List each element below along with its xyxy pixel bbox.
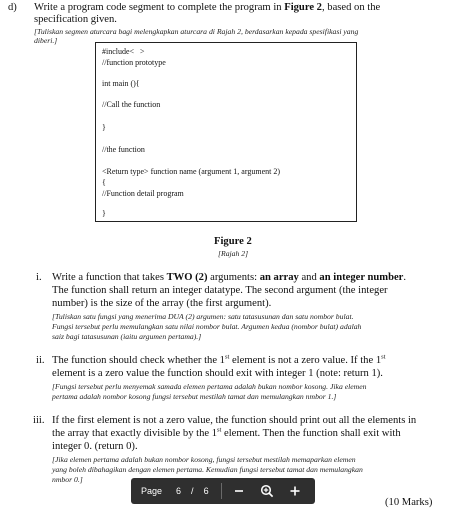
code-line: //function prototype [102,58,166,67]
question-text-bold: Figure 2 [284,2,322,13]
toolbar-divider [221,483,222,499]
part-iii-translation-line2: yang boleh dibahagikan dengan elemen pertama. Kemudian fungsi tersebut tamat dan memulangkan [52,465,363,474]
code-line: //the function [102,145,145,154]
part-i-bold: an integer number [319,272,404,283]
part-i-translation-line1: [Tuliskan satu fungsi yang menerima DUA (2) argumen: satu tatasusunan dan satu nombor bulat. [52,312,354,321]
part-i-line3: number) is the size of the array (the first argument). [52,298,272,309]
question-text-a: Write a program code segment to complete the program in [34,2,285,13]
code-line: { [102,178,106,187]
minus-icon [233,485,245,497]
part-i-bold: TWO (2) [166,272,208,283]
part-iii-line2 [52,428,401,441]
part-i-text: and [298,272,320,283]
part-i-line2: The function shall return an integer datatype. The second argument (the integer [52,285,388,296]
code-line: //Function detail program [102,189,184,198]
question-label: d) [8,2,17,13]
page-label: Page [141,486,163,496]
part-i-text: arguments: [207,272,260,283]
question-text-b: , based on the [321,2,381,13]
code-line: //Call the function [102,100,161,109]
part-iii-text: element. Then the function shall exit with [221,428,401,439]
plus-icon [289,485,301,497]
part-iii-translation-line3: nmbor 0.] [52,475,83,484]
zoom-in-button[interactable] [284,478,306,504]
code-line: } [102,123,106,132]
pdf-viewer-toolbar [131,478,315,504]
zoom-fit-button[interactable] [256,478,278,504]
part-ii-translation-line1: [Fungsi tersebut perlu menyemak samada elemen pertama adalah bukan nombor kosong. Jika elemen [52,382,367,391]
part-i-text: . [403,272,407,283]
part-ii-superscript: st [381,353,386,361]
code-box [95,42,357,222]
part-ii-superscript: st [224,353,230,361]
part-i-line1 [52,272,406,285]
current-page-input[interactable]: 6 [176,486,182,496]
figure-title: Figure 2 [214,236,252,247]
part-ii-text: element is not a zero value. If the 1 [229,355,382,366]
part-i-label: i. [36,272,42,283]
code-line: int main (){ [102,79,140,88]
code-line: } [102,209,106,218]
code-line: #include< > [102,47,145,56]
part-iii-text: the array that exactly divisible by the 1 [52,428,218,439]
part-ii-translation-line2: pertama adalah nombor kosong fungsi tersebut mestilah tamat dan memulangkan nmbor 1.] [52,392,337,401]
part-ii-line1 [52,355,385,368]
question-translation-line1: [Tuliskan segmen aturcara bagi melengkapkan aturcara di Rajah 2, berdasarkan kepada spesifikasi yang [34,27,359,36]
part-iii-line3: integer 0. (return 0). [52,441,138,452]
marks-label: (10 Marks) [385,497,433,508]
part-i-text: Write a function that takes [52,272,167,283]
part-ii-line2: element is a zero value the function should exit with integer 1 (note: return 1). [52,368,383,379]
zoom-in-icon [260,484,274,498]
part-i-translation-line2: Fungsi tersebut perlu memulangkan satu nilai nombor bulat. Argumen kedua (nombor bulat) adalah [52,322,362,331]
part-iii-superscript: st [217,426,222,434]
part-iii-label: iii. [33,415,45,426]
part-ii-label: ii. [36,355,45,366]
part-i-translation-line3: saiz bagi tatasusunan (iaitu argumen pertama).] [52,332,202,341]
page-separator: / [191,486,194,496]
figure-subtitle: [Rajah 2] [218,249,249,258]
question-text-line1 [34,2,380,15]
part-iii-line1: If the first element is not a zero value, the function should print out all the elements in [52,415,417,426]
zoom-out-button[interactable] [228,478,250,504]
question-translation-line2: diberi.] [34,36,58,45]
question-text-line2: specification given. [34,14,117,25]
part-ii-text: The function should check whether the 1 [52,355,225,366]
total-pages: 6 [203,486,209,496]
part-i-bold: an array [259,272,299,283]
part-iii-translation-line1: [Jika elemen pertama adalah bukan nombor kosong, fungsi tersebut mestilah memaparkan elemen [52,455,356,464]
code-line: <Return type> function name (argument 1, argument 2) [102,167,281,176]
